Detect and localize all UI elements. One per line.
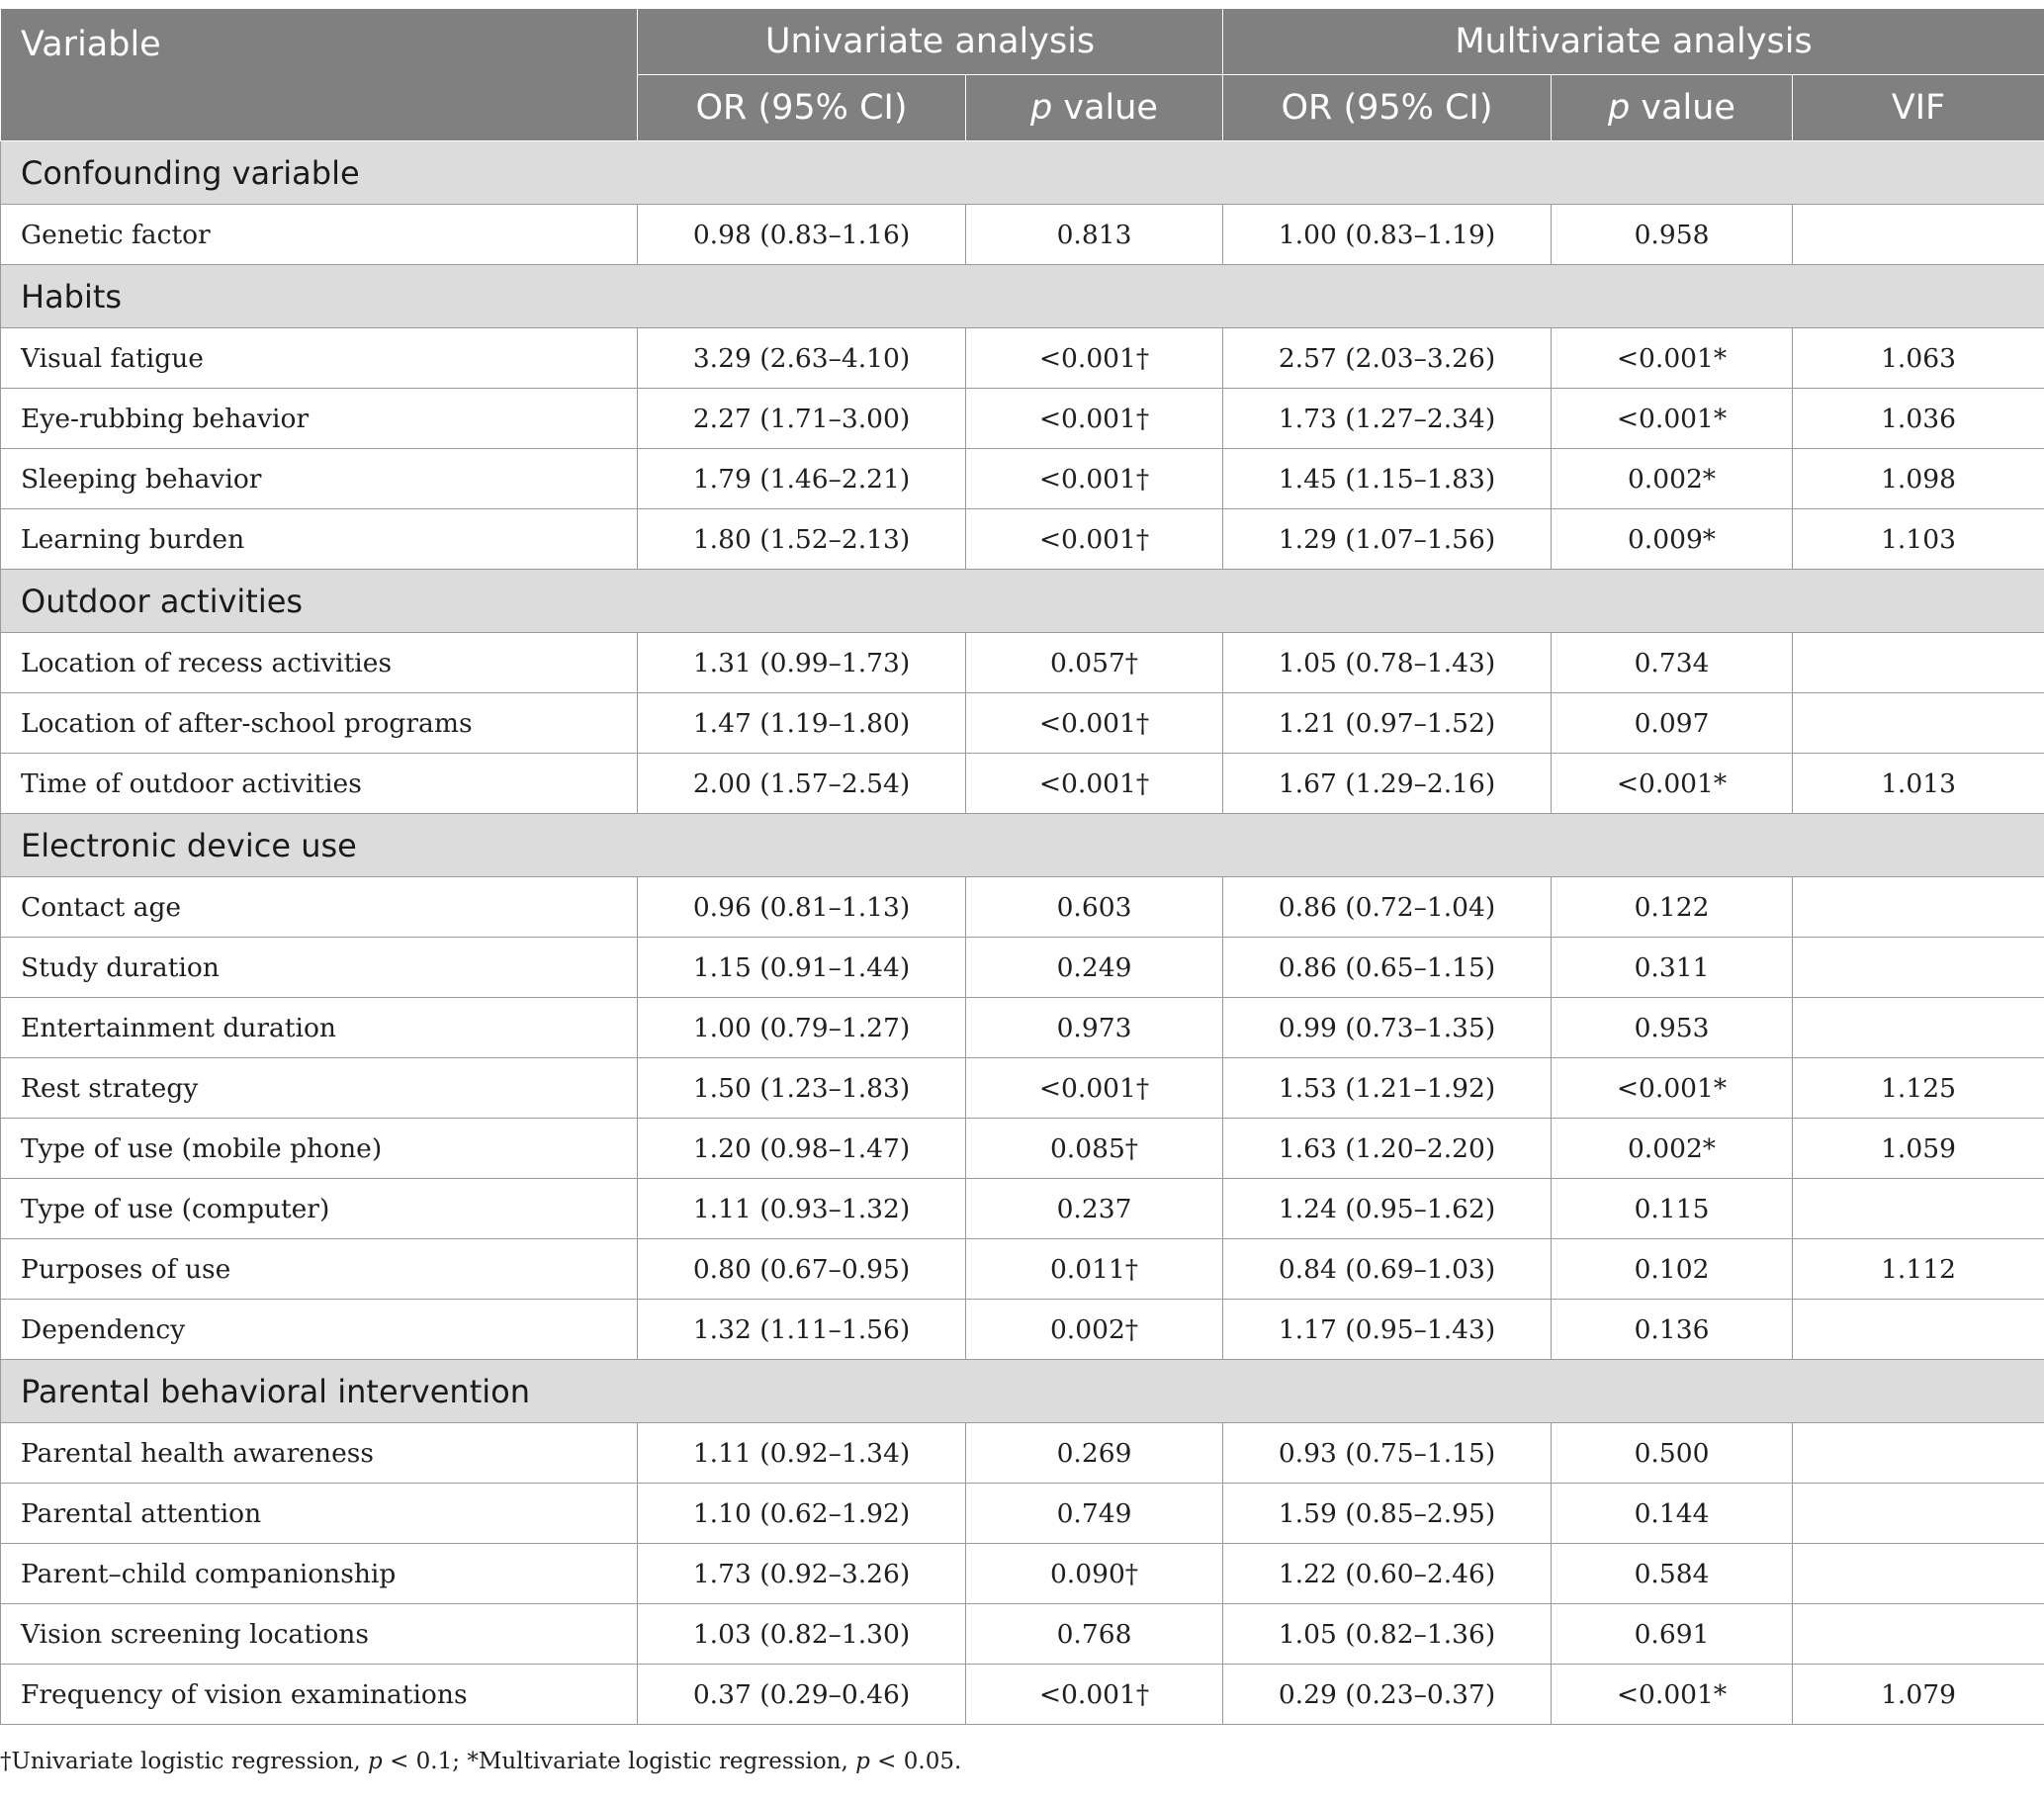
section-header-row — [1, 814, 2044, 877]
variable-cell: Sleeping behavior — [1, 449, 638, 509]
vif-cell: 1.059 — [1793, 1119, 2044, 1179]
variable-cell: Location of after-school programs — [1, 693, 638, 754]
multivariate-or-cell: 1.00 (0.83–1.19) — [1223, 205, 1552, 265]
table-row — [1, 1544, 2044, 1604]
vif-header: VIF — [1793, 75, 2044, 141]
table-row — [1, 938, 2044, 998]
table-row — [1, 1119, 2044, 1179]
multivariate-or-cell: 1.05 (0.82–1.36) — [1223, 1604, 1552, 1665]
table-row — [1, 1179, 2044, 1239]
variable-cell: Type of use (computer) — [1, 1179, 638, 1239]
univariate-p-cell: 0.002† — [966, 1300, 1223, 1360]
multivariate-p-cell: 0.136 — [1552, 1300, 1793, 1360]
multivariate-p-cell: 0.009* — [1552, 509, 1793, 570]
multivariate-or-cell: 0.84 (0.69–1.03) — [1223, 1239, 1552, 1300]
vif-cell — [1793, 693, 2044, 754]
univariate-or-cell: 1.03 (0.82–1.30) — [638, 1604, 966, 1665]
table-row — [1, 1484, 2044, 1544]
univariate-header: Univariate analysis — [638, 9, 1223, 75]
value-label: value — [1630, 88, 1735, 128]
p-label: p — [1608, 88, 1631, 128]
univariate-p-cell: 0.237 — [966, 1179, 1223, 1239]
multivariate-or-cell: 0.86 (0.65–1.15) — [1223, 938, 1552, 998]
footnote-p: p — [368, 1749, 383, 1774]
footnote-p: p — [855, 1749, 870, 1774]
multivariate-p-cell: <0.001* — [1552, 1665, 1793, 1725]
table-row — [1, 328, 2044, 389]
section-header-row — [1, 265, 2044, 328]
multivariate-or-cell: 2.57 (2.03–3.26) — [1223, 328, 1552, 389]
multivariate-or-cell: 0.99 (0.73–1.35) — [1223, 998, 1552, 1058]
multivariate-or-cell: 1.05 (0.78–1.43) — [1223, 633, 1552, 693]
vif-cell: 1.063 — [1793, 328, 2044, 389]
table-row — [1, 449, 2044, 509]
univariate-p-cell: 0.973 — [966, 998, 1223, 1058]
table-row — [1, 389, 2044, 449]
univariate-or-cell: 1.31 (0.99–1.73) — [638, 633, 966, 693]
univariate-or-cell: 1.50 (1.23–1.83) — [638, 1058, 966, 1119]
variable-cell: Eye-rubbing behavior — [1, 389, 638, 449]
multivariate-or-cell: 1.59 (0.85–2.95) — [1223, 1484, 1552, 1544]
univariate-p-cell: 0.249 — [966, 938, 1223, 998]
univariate-p-cell: 0.813 — [966, 205, 1223, 265]
vif-cell — [1793, 205, 2044, 265]
univariate-or-cell: 1.79 (1.46–2.21) — [638, 449, 966, 509]
multivariate-or-cell: 0.29 (0.23–0.37) — [1223, 1665, 1552, 1725]
section-title: Outdoor activities — [1, 570, 2044, 633]
univariate-p-cell: <0.001† — [966, 328, 1223, 389]
vif-cell: 1.079 — [1793, 1665, 2044, 1725]
univariate-or-cell: 0.98 (0.83–1.16) — [638, 205, 966, 265]
multivariate-or-cell: 1.67 (1.29–2.16) — [1223, 754, 1552, 814]
multivariate-p-cell: <0.001* — [1552, 328, 1793, 389]
multivariate-or-cell: 0.86 (0.72–1.04) — [1223, 877, 1552, 938]
table-row — [1, 877, 2044, 938]
table-footnote — [0, 1749, 961, 1774]
variable-cell: Contact age — [1, 877, 638, 938]
vif-cell: 1.098 — [1793, 449, 2044, 509]
univariate-or-cell: 2.27 (1.71–3.00) — [638, 389, 966, 449]
univariate-or-cell: 1.47 (1.19–1.80) — [638, 693, 966, 754]
vif-cell — [1793, 1484, 2044, 1544]
vif-cell: 1.036 — [1793, 389, 2044, 449]
footnote-text: < 0.1; *Multivariate logistic regression, — [382, 1749, 856, 1774]
table-row — [1, 1300, 2044, 1360]
univariate-or-cell: 1.10 (0.62–1.92) — [638, 1484, 966, 1544]
table-row — [1, 205, 2044, 265]
univariate-or-cell: 1.80 (1.52–2.13) — [638, 509, 966, 570]
multivariate-or-cell: 1.21 (0.97–1.52) — [1223, 693, 1552, 754]
multivariate-or-cell: 1.22 (0.60–2.46) — [1223, 1544, 1552, 1604]
section-title: Habits — [1, 265, 2044, 328]
univariate-or-header: OR (95% CI) — [638, 75, 966, 141]
univariate-p-cell: <0.001† — [966, 693, 1223, 754]
univariate-p-cell: 0.749 — [966, 1484, 1223, 1544]
table-row — [1, 1665, 2044, 1725]
variable-cell: Parent–child companionship — [1, 1544, 638, 1604]
multivariate-or-cell: 1.73 (1.27–2.34) — [1223, 389, 1552, 449]
multivariate-p-cell: 0.500 — [1552, 1423, 1793, 1484]
univariate-p-cell: 0.085† — [966, 1119, 1223, 1179]
multivariate-p-cell: 0.097 — [1552, 693, 1793, 754]
univariate-p-cell: <0.001† — [966, 389, 1223, 449]
table-row — [1, 754, 2044, 814]
vif-cell — [1793, 1604, 2044, 1665]
univariate-or-cell: 0.96 (0.81–1.13) — [638, 877, 966, 938]
univariate-p-cell: 0.768 — [966, 1604, 1223, 1665]
vif-cell — [1793, 938, 2044, 998]
vif-cell: 1.013 — [1793, 754, 2044, 814]
univariate-or-cell: 0.37 (0.29–0.46) — [638, 1665, 966, 1725]
univariate-p-header — [966, 75, 1223, 141]
vif-cell — [1793, 1179, 2044, 1239]
univariate-p-cell: 0.011† — [966, 1239, 1223, 1300]
vif-cell — [1793, 998, 2044, 1058]
multivariate-or-cell: 1.17 (0.95–1.43) — [1223, 1300, 1552, 1360]
section-title: Confounding variable — [1, 141, 2044, 205]
multivariate-p-cell: 0.144 — [1552, 1484, 1793, 1544]
univariate-p-cell: <0.001† — [966, 509, 1223, 570]
variable-cell: Entertainment duration — [1, 998, 638, 1058]
multivariate-or-cell: 1.63 (1.20–2.20) — [1223, 1119, 1552, 1179]
multivariate-p-cell: <0.001* — [1552, 754, 1793, 814]
table-row — [1, 1423, 2044, 1484]
multivariate-or-cell: 1.24 (0.95–1.62) — [1223, 1179, 1552, 1239]
section-title: Parental behavioral intervention — [1, 1360, 2044, 1423]
variable-cell: Genetic factor — [1, 205, 638, 265]
multivariate-p-cell: <0.001* — [1552, 1058, 1793, 1119]
univariate-or-cell: 1.11 (0.92–1.34) — [638, 1423, 966, 1484]
univariate-or-cell: 1.32 (1.11–1.56) — [638, 1300, 966, 1360]
section-title: Electronic device use — [1, 814, 2044, 877]
variable-cell: Parental health awareness — [1, 1423, 638, 1484]
univariate-p-cell: 0.090† — [966, 1544, 1223, 1604]
table-row — [1, 1058, 2044, 1119]
footnote-text: †Univariate logistic regression, — [0, 1749, 369, 1774]
header-row-1 — [1, 9, 2044, 75]
vif-cell: 1.112 — [1793, 1239, 2044, 1300]
multivariate-p-cell: 0.122 — [1552, 877, 1793, 938]
results-table-container — [0, 8, 2044, 1725]
univariate-or-cell: 0.80 (0.67–0.95) — [638, 1239, 966, 1300]
table-row — [1, 693, 2044, 754]
table-row — [1, 633, 2044, 693]
vif-cell — [1793, 633, 2044, 693]
multivariate-or-cell: 1.53 (1.21–1.92) — [1223, 1058, 1552, 1119]
multivariate-header: Multivariate analysis — [1223, 9, 2044, 75]
multivariate-or-header: OR (95% CI) — [1223, 75, 1552, 141]
section-header-row — [1, 1360, 2044, 1423]
vif-cell — [1793, 1300, 2044, 1360]
table-body — [1, 141, 2044, 1725]
univariate-p-cell: 0.057† — [966, 633, 1223, 693]
univariate-p-cell: <0.001† — [966, 449, 1223, 509]
multivariate-p-cell: 0.102 — [1552, 1239, 1793, 1300]
multivariate-p-cell: 0.002* — [1552, 1119, 1793, 1179]
multivariate-p-cell: 0.311 — [1552, 938, 1793, 998]
footnote-text: < 0.05. — [869, 1749, 962, 1774]
univariate-p-cell: 0.269 — [966, 1423, 1223, 1484]
variable-header: Variable — [1, 9, 638, 141]
multivariate-or-cell: 1.29 (1.07–1.56) — [1223, 509, 1552, 570]
multivariate-p-cell: <0.001* — [1552, 389, 1793, 449]
multivariate-or-cell: 0.93 (0.75–1.15) — [1223, 1423, 1552, 1484]
multivariate-p-cell: 0.002* — [1552, 449, 1793, 509]
table-row — [1, 1604, 2044, 1665]
variable-cell: Type of use (mobile phone) — [1, 1119, 638, 1179]
multivariate-p-cell: 0.115 — [1552, 1179, 1793, 1239]
variable-cell: Vision screening locations — [1, 1604, 638, 1665]
univariate-or-cell: 1.00 (0.79–1.27) — [638, 998, 966, 1058]
vif-cell — [1793, 1423, 2044, 1484]
multivariate-p-cell: 0.958 — [1552, 205, 1793, 265]
variable-cell: Parental attention — [1, 1484, 638, 1544]
vif-cell — [1793, 877, 2044, 938]
variable-cell: Visual fatigue — [1, 328, 638, 389]
variable-cell: Dependency — [1, 1300, 638, 1360]
multivariate-p-cell: 0.584 — [1552, 1544, 1793, 1604]
univariate-or-cell: 3.29 (2.63–4.10) — [638, 328, 966, 389]
variable-cell: Frequency of vision examinations — [1, 1665, 638, 1725]
univariate-or-cell: 1.11 (0.93–1.32) — [638, 1179, 966, 1239]
variable-cell: Location of recess activities — [1, 633, 638, 693]
variable-cell: Study duration — [1, 938, 638, 998]
vif-cell: 1.103 — [1793, 509, 2044, 570]
univariate-or-cell: 1.15 (0.91–1.44) — [638, 938, 966, 998]
variable-cell: Purposes of use — [1, 1239, 638, 1300]
p-label: p — [1030, 88, 1053, 128]
logistic-regression-table — [0, 8, 2044, 1725]
vif-cell: 1.125 — [1793, 1058, 2044, 1119]
section-header-row — [1, 141, 2044, 205]
multivariate-p-cell: 0.953 — [1552, 998, 1793, 1058]
univariate-or-cell: 1.20 (0.98–1.47) — [638, 1119, 966, 1179]
multivariate-p-cell: 0.691 — [1552, 1604, 1793, 1665]
variable-cell: Time of outdoor activities — [1, 754, 638, 814]
multivariate-p-header — [1552, 75, 1793, 141]
univariate-p-cell: <0.001† — [966, 1665, 1223, 1725]
table-row — [1, 509, 2044, 570]
univariate-p-cell: 0.603 — [966, 877, 1223, 938]
multivariate-p-cell: 0.734 — [1552, 633, 1793, 693]
variable-cell: Rest strategy — [1, 1058, 638, 1119]
vif-cell — [1793, 1544, 2044, 1604]
table-row — [1, 1239, 2044, 1300]
univariate-p-cell: <0.001† — [966, 754, 1223, 814]
univariate-or-cell: 2.00 (1.57–2.54) — [638, 754, 966, 814]
table-row — [1, 998, 2044, 1058]
value-label: value — [1052, 88, 1158, 128]
multivariate-or-cell: 1.45 (1.15–1.83) — [1223, 449, 1552, 509]
variable-cell: Learning burden — [1, 509, 638, 570]
univariate-p-cell: <0.001† — [966, 1058, 1223, 1119]
univariate-or-cell: 1.73 (0.92–3.26) — [638, 1544, 966, 1604]
section-header-row — [1, 570, 2044, 633]
